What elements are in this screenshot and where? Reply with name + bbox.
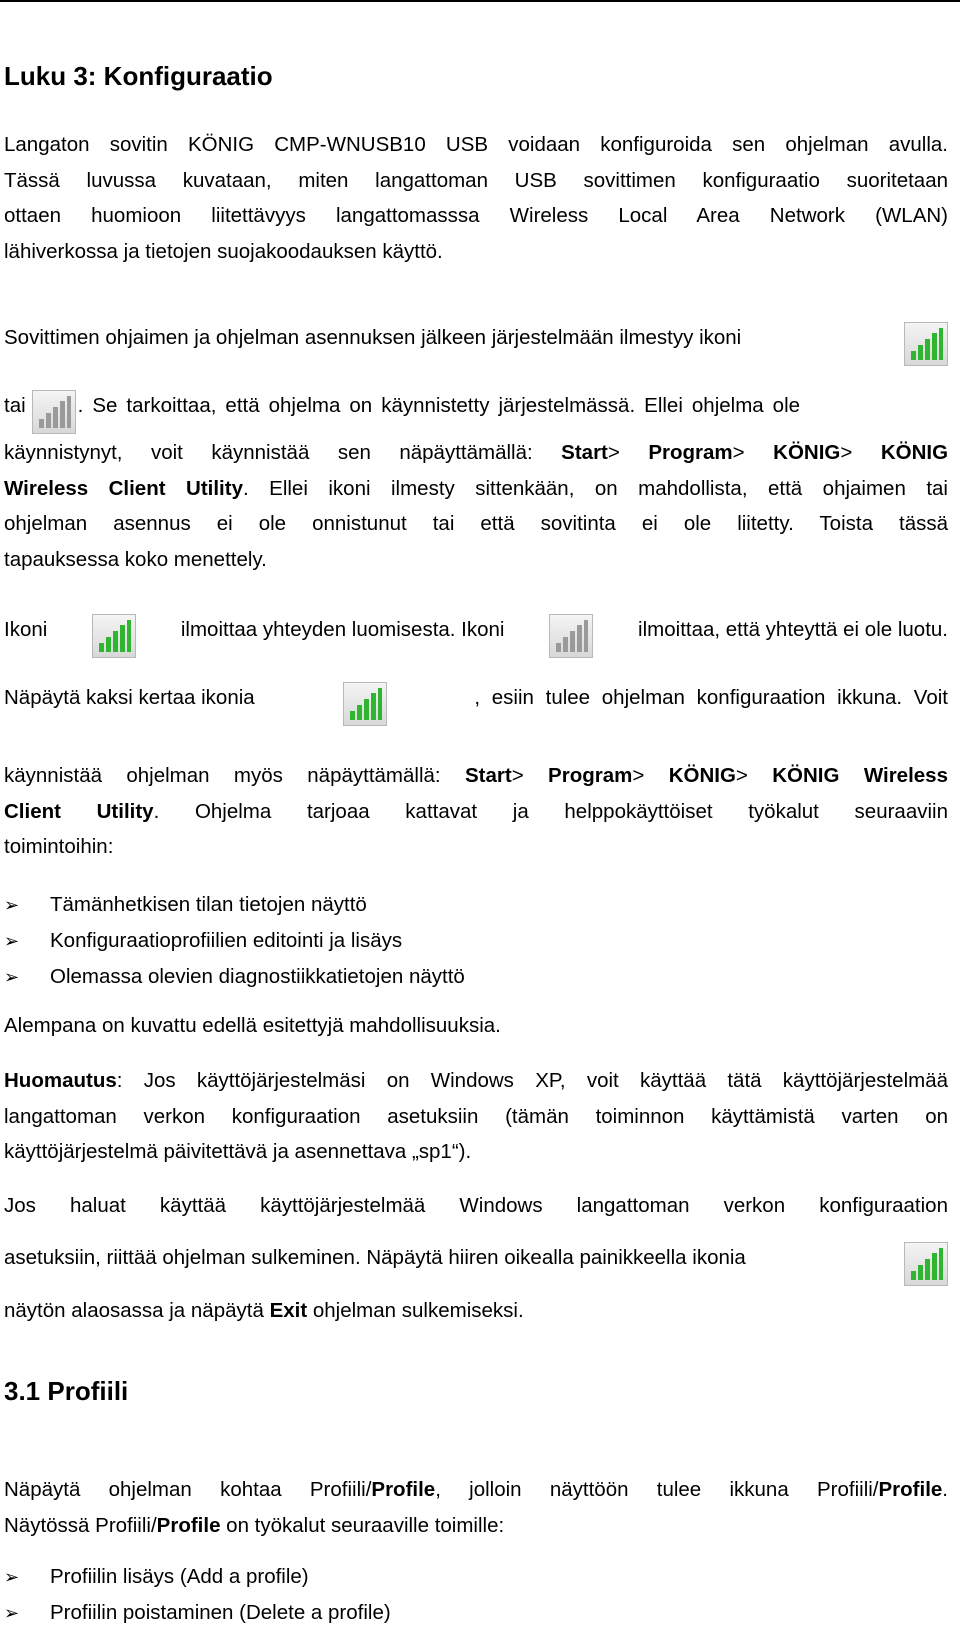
install-line-2 — [4, 378, 948, 434]
menu-start: Start — [464, 764, 512, 787]
list-item-text: Profiilin poistaminen (Delete a profile) — [50, 1601, 391, 1624]
doubleclick-text: . Ohjelma tarjoaa kattavat ja helppokäyttöiset työkalut seuraaviin — [153, 799, 948, 823]
profile-text: . — [942, 1478, 948, 1501]
list-item-text: Tämänhetkisen tilan tietojen näyttö — [50, 893, 367, 916]
windows-text: näytön alaosassa ja näpäytä — [4, 1299, 270, 1322]
profile-text: on työkalut seuraaville toimille: — [220, 1513, 505, 1537]
install-line-1 — [4, 310, 948, 366]
windows-text: Jos haluat käyttää käyttöjärjestelmää Windows langattoman verkon konfiguraation — [4, 1194, 948, 1217]
windows-paragraph — [4, 1188, 948, 1224]
intro-line: Langaton sovitin KÖNIG CMP-WNUSB10 USB voidaan konfiguroida sen ohjelman avulla. — [4, 133, 948, 156]
windows-line-3 — [4, 1293, 948, 1329]
install-text: . Se tarkoittaa, että ohjelma on käynnistetty järjestelmässä. Ellei ohjelma ole — [77, 394, 801, 417]
feature-list — [4, 887, 948, 995]
note-text: langattoman verkon konfiguraation asetuksiin (tämän toiminnon käyttämistä varten on — [4, 1104, 948, 1128]
menu-wireless-client: Wireless Client Utility — [4, 476, 243, 500]
below-text — [4, 1008, 948, 1044]
signal-disconnected-icon — [32, 390, 76, 434]
arrow-bullet-icon: ➢ — [4, 1603, 20, 1623]
profile-list — [4, 1559, 948, 1631]
top-rule — [0, 0, 960, 2]
intro-line: lähiverkossa ja tietojen suojakoodauksen käyttö. — [4, 239, 443, 263]
list-item — [4, 1595, 948, 1631]
intro-line: Tässä luvussa kuvataan, miten langattoman USB sovittimen konfiguraatio suoritetaan — [4, 168, 948, 192]
icons-text: ilmoittaa, että yhteyttä ei ole luotu. — [638, 618, 948, 641]
install-text: Sovittimen ohjaimen ja ohjelman asennuksen jälkeen järjestelmään ilmestyy ikoni — [4, 326, 742, 349]
note-text: : Jos käyttöjärjestelmäsi on Windows XP, voit käyttää tätä käyttöjärjestelmää — [116, 1069, 948, 1092]
doubleclick-text: toimintoihin: — [4, 835, 114, 858]
sep: > — [840, 441, 853, 464]
profile-text: , jolloin näyttöön tulee ikkuna Profiili/ — [435, 1478, 879, 1501]
icons-line — [4, 602, 948, 658]
menu-konig-utility: KÖNIG — [772, 764, 840, 787]
list-item — [4, 923, 948, 959]
signal-disconnected-icon — [549, 614, 593, 658]
icons-text: ilmoittaa yhteyden luomisesta. Ikoni — [180, 618, 505, 641]
doubleclick-text: , esiin tulee ohjelman konfiguraation ikkuna. Voit — [474, 686, 948, 709]
profile-text: Näytössä Profiili/ — [4, 1513, 157, 1537]
arrow-bullet-icon: ➢ — [4, 931, 20, 951]
doubleclick-text: Näpäytä kaksi kertaa ikonia — [4, 686, 255, 709]
section-title: 3.1 Profiili — [4, 1376, 129, 1406]
chapter-title: Luku 3: Konfiguraatio — [4, 61, 273, 91]
arrow-bullet-icon: ➢ — [4, 895, 20, 915]
profile-bold: Profile — [371, 1478, 436, 1501]
menu-wireless: Wireless — [863, 764, 948, 787]
signal-connected-icon — [92, 614, 136, 658]
install-rest — [4, 435, 948, 577]
menu-client-utility: Client Utility — [4, 799, 154, 823]
below-text-line: Alempana on kuvattu edellä esitettyjä mahdollisuuksia. — [4, 1014, 501, 1037]
menu-program: Program — [648, 441, 733, 464]
install-text: . Ellei ikoni ilmesty sittenkään, on mahdollista, että ohjaimen tai — [242, 476, 948, 500]
list-item-text: Olemassa olevien diagnostiikkatietojen näyttö — [50, 965, 465, 988]
signal-connected-icon — [343, 682, 387, 726]
arrow-bullet-icon: ➢ — [4, 1567, 20, 1587]
list-item — [4, 887, 948, 923]
menu-exit: Exit — [269, 1299, 308, 1322]
menu-program: Program — [548, 764, 633, 787]
note-text: käyttöjärjestelmä päivitettävä ja asennettava „sp1“). — [4, 1140, 472, 1163]
intro-line: ottaen huomioon liitettävyys langattomasssa Wireless Local Area Network (WLAN) — [4, 204, 948, 227]
windows-text: ohjelman sulkemiseksi. — [307, 1299, 524, 1322]
install-text: ohjelman asennus ei ole onnistunut tai että sovitinta ei ole liitetty. Toista tässä — [4, 512, 948, 535]
intro-paragraph — [4, 127, 948, 269]
profile-bold: Profile — [156, 1513, 221, 1537]
doubleclick-text: käynnistää ohjelman myös näpäyttämällä: — [4, 764, 465, 787]
profile-bold: Profile — [878, 1478, 943, 1501]
doubleclick-line-1 — [4, 670, 948, 726]
icons-text: Ikoni — [4, 618, 48, 641]
list-item — [4, 1559, 948, 1595]
list-item-text: Konfiguraatioprofiilien editointi ja lisäys — [50, 929, 403, 952]
sep: > — [607, 441, 620, 464]
arrow-bullet-icon: ➢ — [4, 967, 20, 987]
profile-text: Näpäytä ohjelman kohtaa Profiili/ — [4, 1478, 372, 1501]
signal-connected-icon — [904, 322, 948, 366]
menu-konig: KÖNIG — [668, 764, 736, 787]
menu-start: Start — [561, 441, 608, 464]
note-paragraph — [4, 1063, 948, 1170]
signal-connected-icon — [904, 1242, 948, 1286]
list-item — [4, 959, 948, 995]
profile-paragraph — [4, 1472, 948, 1543]
menu-konig: KÖNIG — [773, 441, 841, 464]
install-text: käynnistynyt, voit käynnistää sen näpäyttämällä: — [4, 441, 562, 464]
windows-line-2 — [4, 1230, 948, 1286]
doubleclick-rest: käynnistää ohjelman myös näpäyttämällä: Start> Program> KÖNIG> KÖNIG Wireless Client Utility. Ohjelma tarjoaa kattavat ja helppokäyttöiset työkalut seuraaviin toimintoihin: — [4, 758, 948, 865]
note-label: Huomautus — [4, 1069, 117, 1092]
list-item-text: Profiilin lisäys (Add a profile) — [50, 1565, 309, 1588]
install-tai: tai — [4, 394, 26, 417]
sep: > — [732, 441, 745, 464]
install-text: tapauksessa koko menettely. — [4, 547, 267, 571]
windows-text: asetuksiin, riittää ohjelman sulkeminen. Näpäytä hiiren oikealla painikkeella ikonia — [4, 1246, 746, 1269]
menu-konig-utility: KÖNIG — [880, 441, 949, 464]
